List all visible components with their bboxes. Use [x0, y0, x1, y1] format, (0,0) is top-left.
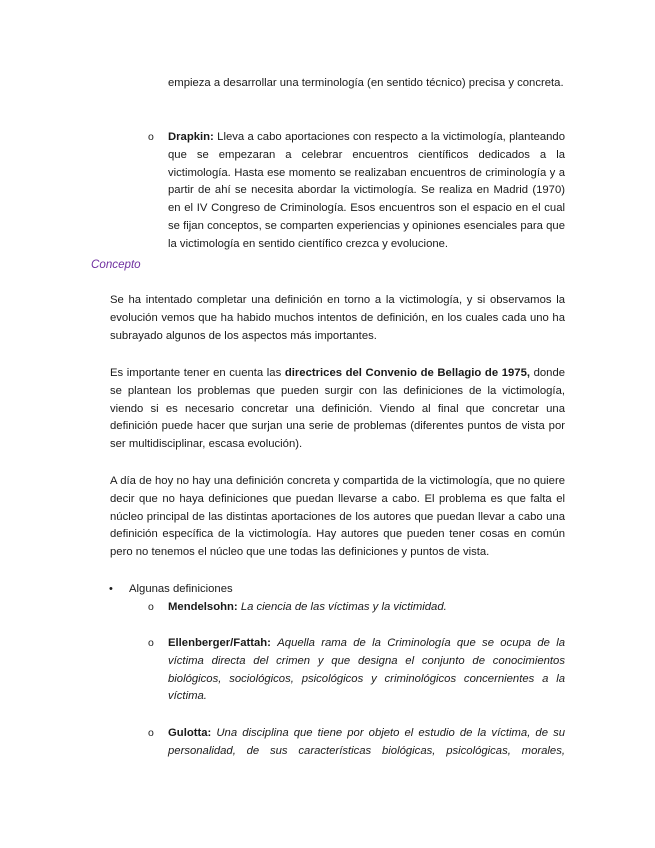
- paragraph-2-rest: donde se plantean los problemas que pueden surgir con las definiciones de la victimología, viendo si es necesario concretar una definición. Viendo al final que concretar una definición puede hacer que surjan una serie de problemas (diferentes puntos de vista por ser multidisciplinar, escasa evolución).: [110, 367, 566, 451]
- paragraph-2-bold: directrices del Convenio de Bellagio de 1975,: [284, 367, 530, 379]
- bullet-marker: •: [109, 583, 113, 595]
- sub-bullet-marker: o: [148, 727, 154, 739]
- definition-item: [168, 599, 565, 617]
- sub-bullet-marker: o: [148, 601, 154, 613]
- drapkin-name: Drapkin:: [168, 131, 214, 143]
- paragraph-2: [110, 365, 565, 454]
- definition-author: Mendelsohn:: [168, 601, 238, 613]
- sub-bullet-marker: o: [148, 131, 154, 143]
- continuation-text: empieza a desarrollar una terminología (en sentido técnico) precisa y concreta.: [168, 77, 564, 89]
- definition-item: [168, 635, 565, 706]
- definition-text: La ciencia de las víctimas y la victimidad.: [240, 601, 447, 613]
- paragraph-2-intro: Es importante tener en cuenta las: [110, 367, 285, 379]
- definition-author: Ellenberger/Fattah:: [168, 637, 271, 649]
- definition-text: Aquella rama de la Criminología que se ocupa de la víctima directa del crimen y que designa el conjunto de conocimientos biológicos, sociológicos, psicológicos y criminológicos concernientes a la víctima.: [168, 637, 565, 703]
- paragraph-3: A día de hoy no hay una definición concreta y compartida de la victimología, que no quiere decir que no haya definiciones que puedan llevarse a cabo. El problema es que falta el núcleo principal de las distintas aportaciones de los autores que puedan llevar a cabo una definición específica de la victimología. Hay autores que pueden tener cosas en común pero no tenemos el núcleo que une todas las definiciones y puntos de vista.: [110, 475, 565, 559]
- drapkin-item: [168, 129, 565, 254]
- sub-bullet-marker: o: [148, 637, 154, 649]
- definition-author: Gulotta:: [168, 727, 212, 739]
- bullet-label: Algunas definiciones: [129, 583, 233, 595]
- definition-text: Una disciplina que tiene por objeto el estudio de la víctima, de su personalidad, de sus características biológicas, psicológicas, morales,: [168, 727, 565, 757]
- definition-item: [168, 725, 565, 761]
- paragraph-1: Se ha intentado completar una definición en torno a la victimología, y si observamos la evolución vemos que ha habido muchos intentos de definición, en los cuales cada uno ha subrayado algunos de los aspectos más importantes.: [110, 294, 565, 342]
- drapkin-text: Lleva a cabo aportaciones con respecto a la victimología, planteando que se empezaran a celebrar encuentros científicos dedicados a la victimología. Hasta ese momento se realizaban encuentros de criminología y a partir de ahí se necesita abordar la victimología. Se realiza en Madrid (1970) en el IV Congreso de Criminología. Esos encuentros son el espacio en el cual se fijan conceptos, se comparten experiencias y opiniones esenciales para que la victimología en sentido científico crezca y evolucione.: [168, 131, 565, 250]
- section-heading-concepto: Concepto: [91, 258, 141, 271]
